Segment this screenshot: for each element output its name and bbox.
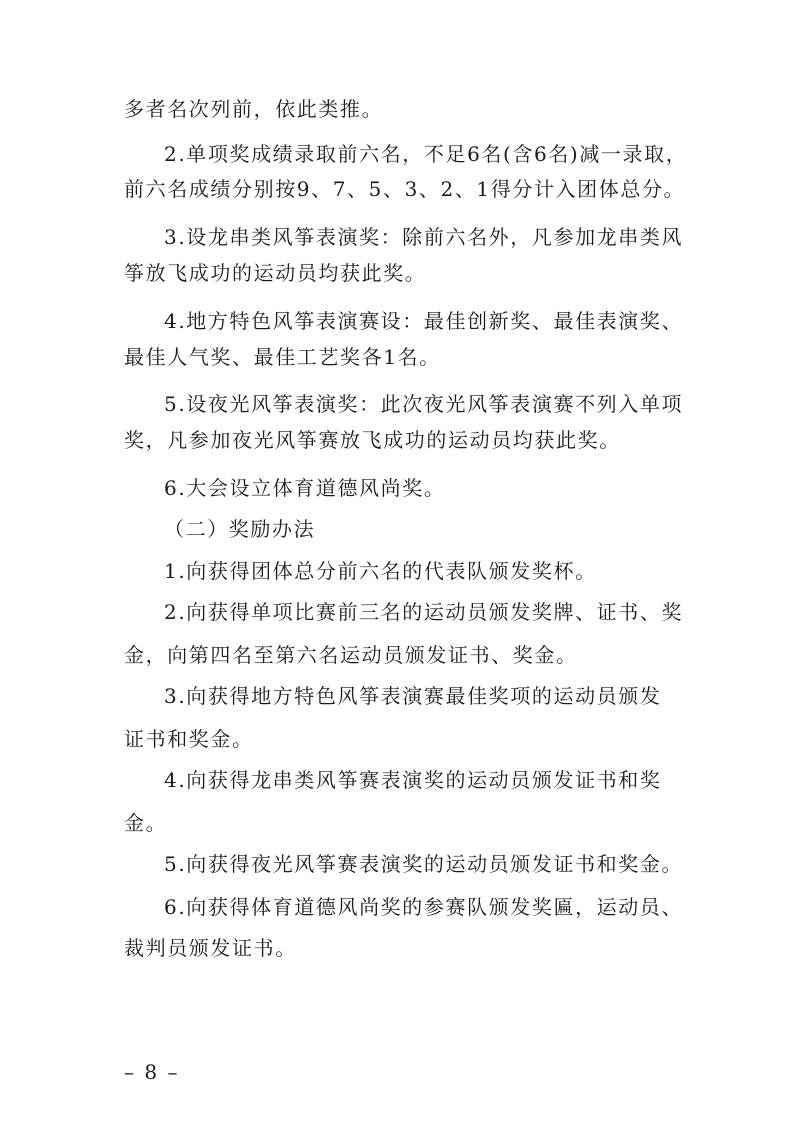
reward-item-1: 1.向获得团体总分前六名的代表队颁发奖杯。: [164, 559, 597, 583]
reward-item-5: 5.向获得夜光风筝赛表演奖的运动员颁发证书和奖金。: [164, 852, 684, 876]
text-line: 筝放飞成功的运动员均获此奖。: [124, 261, 427, 285]
text-line: 证书和奖金。: [124, 727, 254, 751]
text-line: 最佳人气奖、最佳工艺奖各1名。: [124, 345, 441, 369]
award-item-6: 6.大会设立体育道德风尚奖。: [164, 476, 446, 500]
text-line: 裁判员颁发证书。: [124, 936, 297, 960]
award-item-5: 5.设夜光风筝表演奖：此次夜光风筝表演赛不列入单项: [164, 392, 684, 416]
page-number: – 8 –: [124, 1060, 180, 1084]
text-line: 奖，凡参加夜光风筝赛放飞成功的运动员均获此奖。: [124, 428, 621, 452]
award-item-4: 4.地方特色风筝表演赛设：最佳创新奖、最佳表演奖、: [164, 309, 684, 333]
text-line: 多者名次列前，依此类推。: [124, 97, 384, 121]
reward-item-3: 3.向获得地方特色风筝表演赛最佳奖项的运动员颁发: [164, 684, 662, 708]
reward-item-6: 6.向获得体育道德风尚奖的参赛队颁发奖匾，运动员、: [164, 895, 684, 919]
reward-item-2: 2.向获得单项比赛前三名的运动员颁发奖牌、证书、奖: [164, 600, 684, 624]
award-item-3: 3.设龙串类风筝表演奖：除前六名外，凡参加龙串类风: [164, 225, 684, 249]
reward-item-4: 4.向获得龙串类风筝赛表演奖的运动员颁发证书和奖: [164, 768, 662, 792]
text-line: 金。: [124, 811, 168, 835]
text-line: 前六名成绩分别按9、7、5、3、2、1得分计入团体总分。: [124, 177, 686, 201]
award-item-2: 2.单项奖成绩录取前六名，不足6名(含6名)减一录取，: [164, 142, 688, 166]
section-heading: （二）奖励办法: [164, 517, 316, 541]
text-line: 金，向第四名至第六名运动员颁发证书、奖金。: [124, 643, 578, 667]
